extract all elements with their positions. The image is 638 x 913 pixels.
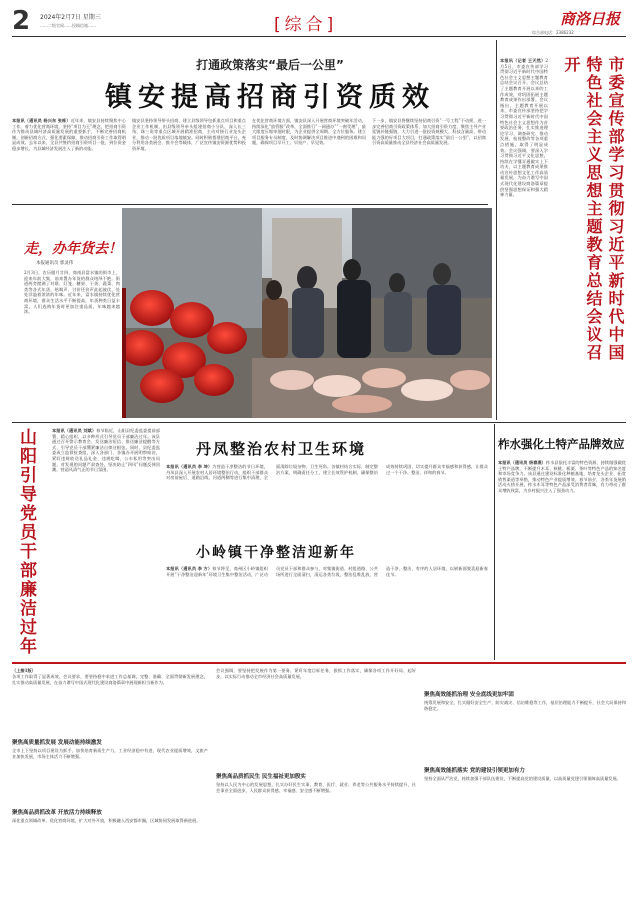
banner-byline: 本报讯（通讯员 杨兴东 张栋） (12, 118, 71, 123)
right-feature-body: 2月5日，市委宣传部学习贯彻习近平新时代中国特色社会主义思想主题教育总结会议召开。会议总结了主题教育开展以来的工作成效，对巩固拓展主题教育成果作出部署。会议指出，主题教育开展以来，市委宣传部坚持把学习贯彻习近平新时代中国特色社会主义思想作为首要政治任务，扎实推进理论学习、调查研究、推动发展、检视整改等各项重点措施，取得了明显成效。会议强调，要深入学习贯彻习近平文化思想，持续在学懂弄通做实上下功夫，以主题教育成果推动宣传思想文化工作高质量发展，为奋力谱写中国式现代化建设商洛篇章提供坚强思想保证和强大精神力量。 (500, 58, 548, 198)
bottom-right-sub: 聚焦高效能抓治理 安全底线更加牢固 (424, 692, 514, 698)
bottom-rule (12, 662, 626, 664)
photo-caption: 2月3日，农历腊月廿四，商南县富水镇的街市上，迎来年前大集，前来置办年货的群众络绎不绝。街道两旁摆满了对联、灯笼、糖果、干货、蔬菜、肉类等各式年货，吆喝声、讨价还价声此起彼伏，处处洋溢着浓浓的年味。近年来，富水镇持续优化营商环境，群众生活水平不断提高，年货种类日益丰富，人们选购年货时更加注重品质，年味越来越浓。 (24, 270, 120, 315)
shanyang-text (52, 428, 160, 658)
banner-col4: 下一步，镇安县将继续坚持招商引资“一号工程”不动摇，进一步完善招商引资政策体系，加大招商引资力度，聚焦主导产业延链补链强链，大力引进一批投资规模大、科技含量高、带动能力强的好项目大项目，打通政策落实“最后一公里”，以招商引资高质量推动全县经济社会高质量发展。 (372, 118, 486, 146)
right-feature-title: 市委宣传部学习贯彻习近平新时代中国特色社会主义思想主题教育总结会议召开 (562, 56, 625, 362)
zhashui-title: 柞水强化土特产品牌效应 (498, 437, 625, 451)
bottom-left-sub2: 聚焦高品质抓改革 开放活力持续释放 (12, 810, 102, 816)
danfeng-body: 为营造干净整洁的节日环境，丹凤县深入开展农村人居环境整治行动，组织干部群众对房前屋后、道路沿线、河道两侧等进行集中清理，全面清除垃圾杂物、卫生死角。各镇村结合实际，制定整治方案，明确责任分工，建立长效管护机制，确保整治成效持续巩固，切实提升群众幸福感和获得感，让群众过一个干净、整洁、祥和的春节。 (166, 464, 488, 481)
shanyang-byline: 本报讯（通讯员 刘斌） (52, 428, 97, 433)
shanyang-title: 山阳引导党员干部廉洁过年 (16, 428, 36, 656)
photo-story-title: 走，办年货去！ (24, 241, 122, 257)
xiaoling-text (166, 566, 488, 658)
photo-story-byline: 本报通讯员 郭灵伟 (36, 261, 74, 266)
bottom-mid (216, 668, 416, 908)
banner-col3: 在优化营商环境方面，镇安县深入开展营商环境突破年活动，持续深化“放管服”改革，全面推行“一网通办”“一窗受理”，最大限度压缩审批时限，为企业提供全周期、全方位服务。建立项目服务专员制度，及时协调解决项目推进中遇到的困难和问题，确保项目早开工、早投产、早见效。 (252, 118, 366, 146)
right-feature-byline: 本报讯（记者 王天然） (500, 58, 546, 63)
zhashui-text (498, 460, 626, 658)
newspaper-logo: 商洛日报 (560, 10, 621, 28)
xiaoling-body: 春节将至，商州区小岭镇组织开展“干净整洁迎新年”环境卫生集中整治活动，广泛动员党员干部和群众参与，对集镇街道、村组道路、公共场所进行全面清扫，清运各类垃圾，整治乱堆乱放，营造干净、整洁、有序的人居环境，以崭新面貌喜迎新春佳节。 (166, 566, 488, 577)
bottom-right-text: 统筹发展和安全，扎实做好安全生产、防灾减灾、信访维稳等工作，基层治理能力不断提升，社会大局保持和谐稳定。 (424, 700, 626, 711)
shanyang-body: 春节临近，山阳县纪委监委提前部署、精心组织，以多种形式引导党员干部廉洁过年。该县通过召开警示教育会、发送廉洁短信、推送廉洁提醒等方式，引导党员干部绷紧廉洁自律这根弦。同时，县纪委监委成立监督检查组，深入各部门、各镇办开展明察暗访，紧盯违规收送礼品礼金、违规吃喝、公车私用等突出问题，对发现的问题严肃查处，坚决防止“四风”问题反弹回潮，营造风清气正的节日氛围。 (52, 428, 160, 473)
right-col-rule (496, 40, 497, 420)
right-feature-text (500, 58, 548, 398)
bottom-left-sub2-text: 深化重点领域改革，优化营商环境，扩大对外开放，积极融入西安都市圈，区域协同发展取得新进展。 (12, 818, 201, 823)
masthead-rule (12, 36, 626, 37)
banner-rule (12, 204, 488, 205)
banner-title: 镇安提高招商引资质效 (105, 82, 435, 113)
section-label: 综合 (284, 15, 327, 35)
bottom-right-sub2: 聚焦高效能抓落实 党的建设引领更加有力 (424, 768, 525, 774)
page-number: 2 (12, 6, 31, 36)
zhashui-byline: 本报讯（通讯员 杨春燕） (498, 460, 546, 465)
danfeng-title: 丹凤整治农村卫生环境 (196, 440, 367, 458)
xiaoling-byline: 本报讯（通讯员 李 方） (166, 566, 213, 571)
bottom-left-sub1: 聚焦高质量抓发展 发展动能持续激发 (12, 740, 102, 746)
banner-col2: 镇安县坚持领导带头招商，建立县级领导包抓重点项目和重点企业工作机制，由县级领导牵头组建招商小分队，深入长三角、珠三角等重点区域开展精准招商，主动对接行业龙头企业，推动一批优质项目落地镇安。同时积极搭建招商平台，充分利用各类展会、推介会等载体，广泛宣传镇安资源优势和投资环境。 (132, 118, 246, 151)
bottom-left-head: （上接1版） (12, 668, 36, 673)
banner-kicker: 打通政策落实“最后一公里” (196, 58, 344, 72)
bottom-left-text: 各项工作取得了显著成效。会议要求，要坚持稳中求进工作总基调，完整、准确、全面贯彻新发展理念，扎实推动高质量发展，在奋力谱写中国式现代化建设商洛篇章中展现新担当新作为。 (12, 674, 208, 685)
bottom-left (12, 668, 208, 908)
banner-col1 (12, 118, 126, 200)
edit-line: 综合部电话：2386232 (532, 30, 574, 35)
xiaoling-title: 小岭镇干净整洁迎新年 (196, 545, 356, 561)
issue-date: 2024年2月7日 星期三 (40, 14, 101, 21)
mid-rule (12, 422, 626, 423)
section-title: [综合] (274, 15, 338, 35)
bottom-right-text2: 坚持全面从严治党，持续加强干部队伍建设，不断提高党的建设质量，以高质量党建引领保障高质量发展。 (424, 776, 621, 781)
bottom-mid-sub: 聚焦高品质抓民生 民生福祉更加殷实 (216, 774, 306, 780)
top-line: ……二级官网……投稿信箱…… (40, 23, 96, 28)
banner-col1-text: 近年来，镇安县持续聚焦中心工作，着力优化营商环境，坚持“项目为王”理念，把招商引资作为推动县域经济高质量发展的重要抓手，不断完善招商机制，创新招商方式，强化要素保障，推动招商引资工作取得明显成效。去年以来，全县共签约招商引资项目一批，到位资金稳步增长，为县域经济发展注入了新的动能。 (12, 118, 126, 151)
masthead (12, 6, 626, 38)
danfeng-text (166, 464, 488, 552)
zhashui-rule (494, 424, 495, 660)
bottom-mid-sub-text: 坚持以人民为中心的发展思想，扎实办好民生实事，教育、医疗、就业、养老等公共服务水平持续提升，社会事业全面进步，人民群众获得感、幸福感、安全感不断增强。 (216, 782, 416, 793)
meat-stall (252, 358, 492, 418)
danfeng-byline: 本报讯（通讯员 李 坤） (166, 464, 213, 469)
bottom-mid-text: 会议强调，要坚持把发展作为第一要务，紧盯年度目标任务，狠抓工作落实，确保各项工作开好局、起好步，以实际行动推动全市经济社会高质量发展。 (216, 668, 416, 679)
zhashui-body: 柞水县依托丰富的特色资源，持续做强做优土特产品牌，不断提升木耳、核桃、板栗、茶叶等特色产品的知名度和市场竞争力。该县通过建设标准化种植基地、培育龙头企业、拓宽销售渠道等举措，推动特色产业提质增效。春节前夕，各类年货展销活动火热开展，柞水木耳等特色产品深受消费者青睐，有力带动了群众增收致富，为乡村振兴注入了强劲动力。 (498, 460, 626, 493)
market-photo (122, 208, 492, 418)
bottom-right (424, 668, 626, 908)
bottom-left-sub1-text: 全市上下坚持以项目建设为抓手，加快培育新质生产力，工业经济稳中有进，现代农业提质增效，文旅产业加快发展，市场主体活力不断增强。 (12, 748, 208, 759)
